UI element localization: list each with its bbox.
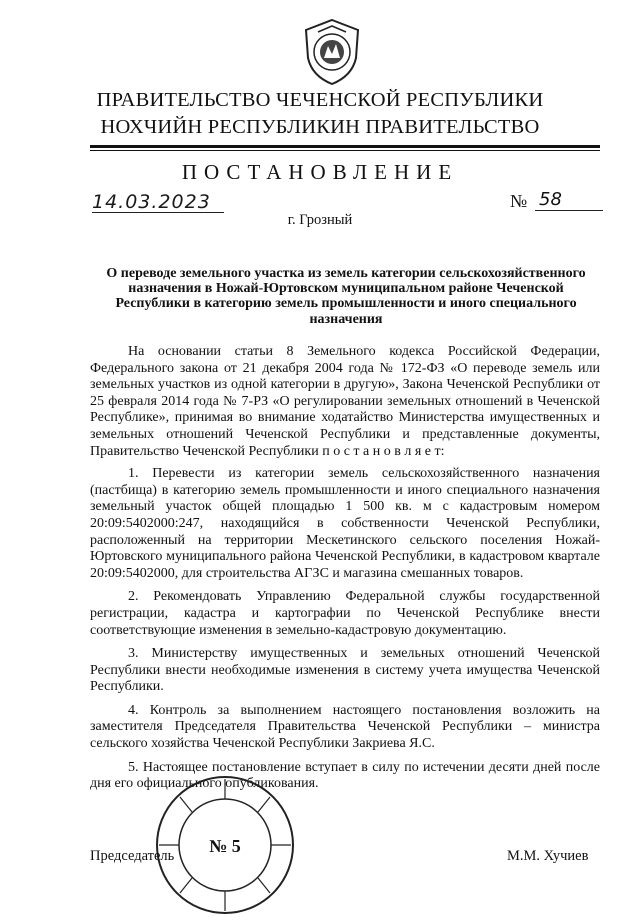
- signatory-position: Председатель: [90, 848, 175, 864]
- clause-5: 5. Настоящее постановление вступает в силу по истечении десяти дней после дня его официального опубликования.: [90, 759, 600, 792]
- document-type: ПОСТАНОВЛЕНИЕ: [181, 160, 459, 184]
- signatory-name: М.М. Хучиев: [507, 848, 589, 864]
- preamble-paragraph: На основании статьи 8 Земельного кодекса Российской Федерации, Федерального закона от 21 декабря 2004 года № 172-ФЗ «О переводе земель или земельных участков из одной категории в другую», Закона Чеченской Республики от 25 февраля 2014 года № 7-РЗ «О регулировании земельных отношений в Чеченской Республике», принимая во внимание ходатайство Министерства имущественных и земельных отношений Чеченской Республики и представленные документы, Правительство Чеченской Республики п о с т а н о в л я е т:: [90, 344, 600, 459]
- clause-4: 4. Контроль за выполнением настоящего постановления возложить на заместителя Председателя Правительства Чеченской Республики – министра сельского хозяйства Чеченской Республики Закриева Я.С.: [90, 702, 600, 752]
- clause-3: 3. Министерству имущественных и земельных отношений Чеченской Республики внести необходимые изменения в систему учета имущества Чеченской Республики.: [90, 646, 600, 695]
- stamp-number: № 5: [209, 836, 241, 856]
- government-title-ru: ПРАВИТЕЛЬСТВО ЧЕЧЕНСКОЙ РЕСПУБЛИКИ: [96, 89, 544, 111]
- document-number-label: №: [510, 191, 528, 211]
- clause-2: 2. Рекомендовать Управлению Федеральной службы государственной регистрации, кадастра и картографии по Чеченской Республике внести соответствующие изменения в земельно-кадастровую документацию.: [90, 589, 600, 638]
- official-stamp: [150, 770, 300, 920]
- document-body: [90, 344, 600, 800]
- header-rule-thin: [90, 150, 600, 151]
- header-rule-thick: [90, 145, 600, 148]
- document-subject: О переводе земельного участка из земель категории сельскохозяйственного назначения в Ножай-Юртовском муниципальном районе Чеченской Республики в категорию земель промышленности и иного специального назначения: [106, 266, 586, 327]
- clause-1: 1. Перевести из категории земель сельскохозяйственного назначения (пастбища) в категорию земель промышленности и иного специального назначения земельный участок общей площадью 1 500 кв. м с кадастровым номером 20:09:5402000:247, находящийся в собственности Чеченской Республики, расположенный на территории Мескетинского сельского поселения Ножай-Юртовского муниципального района Чеченской Республики, в кадастровом квартале 20:09:5402000, для строительства АГЗС и магазина смешанных товаров.: [90, 466, 600, 581]
- document-city: г. Грозный: [287, 212, 353, 228]
- coat-of-arms-emblem: [300, 18, 364, 86]
- document-number: 58: [535, 190, 603, 211]
- document-date: 14.03.2023: [92, 192, 224, 213]
- government-title-ce: НОХЧИЙН РЕСПУБЛИКИН ПРАВИТЕЛЬСТВО: [100, 116, 540, 138]
